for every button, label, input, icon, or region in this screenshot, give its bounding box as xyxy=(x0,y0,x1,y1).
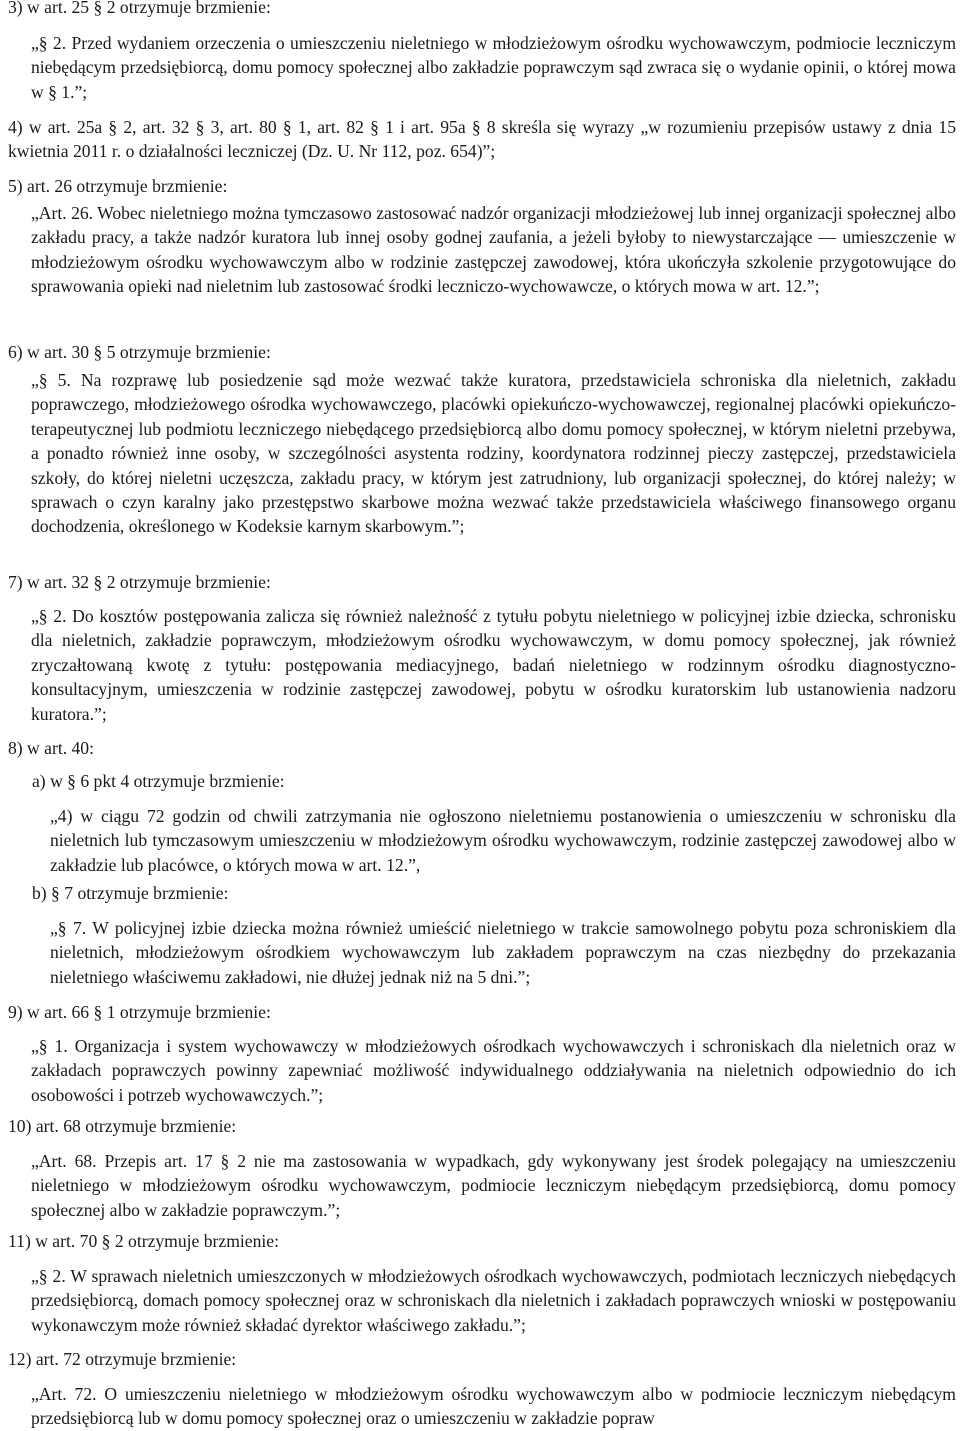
provision-text: w ciągu 72 godzin od chwili zatrzymania nie ogłoszono nieletniemu postanowienia o umieszczeniu w schronisku dla nieletnich lub tymczasowym umieszczeniu w młodzieżowym ośrodku wychowawczym, rodzinie zastępczej zawodowej albo w zakładzie lub placówce, o których mowa w art. 12.”, xyxy=(50,806,956,875)
amendment-point-10: 10) art. 68 otrzymuje brzmienie: xyxy=(8,1116,237,1136)
provision-lead: „§ 2. xyxy=(31,606,67,626)
amendment-point-3: 3) w art. 25 § 2 otrzymuje brzmienie: xyxy=(8,0,271,17)
quoted-provision-art-40-par-6-pt-4 xyxy=(50,804,956,877)
provision-text: W policyjnej izbie dziecka można również umieścić nieletniego w trakcie samowolnego pobytu poza schroniskiem dla nieletnich, młodzieżowym ośrodkiem wychowawczym lub zakładem poprawczym na czas niezbędny do przekazania nieletniego właściwemu zakładowi, nie dłużej jednak niż na 5 dni.”; xyxy=(50,918,956,987)
provision-lead: „4) xyxy=(50,806,73,826)
provision-text: Na rozprawę lub posiedzenie sąd może wezwać także kuratora, przedstawiciela schroniska dla nieletnich, zakładu poprawczego, młodzieżowego ośrodka wychowawczego, placówki opiekuńczo-wychowawczej, regionalnej placówki opiekuńczo-terapeutycznej lub podmiotu leczniczego niebędącego przedsiębiorcą albo domu pomocy społecznej, w którym nieletni przebywa, a ponadto również inne osoby, w szczególności asystenta rodziny, koordynatora rodzinnej pieczy zastępczej, przedstawiciela szkoły, do której nieletni uczęszcza, zakładu pracy, w którym jest zatrudniony, lub organizacji społecznej, do której należy; w sprawach o czyn karalny jako przestępstwo skarbowe można wezwać także przedstawiciela właściwego finansowego organu dochodzenia, określonego w Kodeksie karnym skarbowym.”; xyxy=(31,370,957,537)
amendment-point-8b: b) § 7 otrzymuje brzmienie: xyxy=(32,883,229,903)
quoted-provision-art-26 xyxy=(31,201,956,299)
provision-lead: „Art. 72. xyxy=(31,1384,97,1404)
provision-text: Wobec nieletniego można tymczasowo zastosować nadzór organizacji młodzieżowej lub innej organizacji społecznej albo zakładu pracy, a także nadzór kuratora lub innej osoby godnej zaufania, a jeżeli byłoby to niewystarczające — umieszczenie w młodzieżowym ośrodku wychowawczym albo w rodzinie zastępczej zawodowej, która ukończyła szkolenie przygotowujące do sprawowania opieki nad nieletnim lub zastosować środki leczniczo-wychowawcze, o których mowa w art. 12.”; xyxy=(31,203,956,297)
amendment-point-12: 12) art. 72 otrzymuje brzmienie: xyxy=(8,1349,237,1369)
amendment-point-8a: a) w § 6 pkt 4 otrzymuje brzmienie: xyxy=(32,771,285,791)
quoted-provision-art-30-par-5 xyxy=(31,368,956,539)
provision-text: Przed wydaniem orzeczenia o umieszczeniu nieletniego w młodzieżowym ośrodku wychowawczym, podmiocie leczniczym niebędącym przedsiębiorcą, domu pomocy społecznej albo zakładzie poprawczym sąd zwraca się o wydanie opinii, o której mowa w § 1.”; xyxy=(31,33,957,102)
provision-lead: „§ 5. xyxy=(31,370,71,390)
provision-lead: „Art. 26. xyxy=(31,203,94,223)
quoted-provision-art-72 xyxy=(31,1382,956,1431)
provision-lead: „§ 7. xyxy=(50,918,87,938)
quoted-provision-art-40-par-7 xyxy=(50,916,956,989)
amendment-point-7: 7) w art. 32 § 2 otrzymuje brzmienie: xyxy=(8,572,271,592)
quoted-provision-art-32-par-2 xyxy=(31,604,956,726)
quoted-provision-art-66-par-1 xyxy=(31,1034,956,1107)
provision-text: Przepis art. 17 § 2 nie ma zastosowania w wypadkach, gdy wykonywany jest środek polegający na umieszczeniu nieletniego w młodzieżowym ośrodku wychowawczym, podmiocie leczniczym niebędącym przedsiębiorcą, domu pomocy społecznej albo w zakładzie poprawczym.”; xyxy=(31,1151,956,1220)
provision-text: O umieszczeniu nieletniego w młodzieżowym ośrodku wychowawczym albo w podmiocie leczniczym niebędącym przedsiębiorcą lub w domu pomocy społecznej oraz o umieszczeniu w zakładzie popraw xyxy=(31,1384,956,1429)
provision-text: Do kosztów postępowania zalicza się również należność z tytułu pobytu nieletniego w policyjnej izbie dziecka, schronisku dla nieletnich, zakładzie poprawczym, młodzieżowym ośrodku wychowawczym, w domu pomocy społecznej, jak również zryczałtowaną kwotę z tytułu: postępowania mediacyjnego, badań nieletniego w rodzinnym ośrodku diagnostyczno-konsultacyjnym, umieszczenia w rodzinie zastępczej zawodowej, pobytu w ośrodku kuratorskim lub ustanowienia nadzoru kuratora.”; xyxy=(31,606,956,724)
provision-lead: „§ 2. xyxy=(31,33,67,53)
quoted-provision-art-25-par-2 xyxy=(31,31,956,104)
amendment-point-5: 5) art. 26 otrzymuje brzmienie: xyxy=(8,176,228,196)
provision-lead: „Art. 68. xyxy=(31,1151,97,1171)
provision-lead: „§ 2. xyxy=(31,1266,66,1286)
amendment-point-4: 4) w art. 25a § 2, art. 32 § 3, art. 80 § 1, art. 82 § 1 i art. 95a § 8 skreśla się wyrazy „w rozumieniu przepisów ustawy z dnia 15 kwietnia 2011 r. o działalności leczniczej (Dz. U. Nr 112, poz. 654)”; xyxy=(8,117,956,162)
provision-lead: „§ 1. xyxy=(31,1036,68,1056)
quoted-provision-art-68 xyxy=(31,1149,956,1222)
provision-text: W sprawach nieletnich umieszczonych w młodzieżowych ośrodkach wychowawczych, podmiotach leczniczych niebędących przedsiębiorcą, domach pomocy społecznej oraz w schroniskach dla nieletnich i zakładach poprawczych wnioski w postępowaniu wykonawczym może również składać dyrektor właściwego zakładu.”; xyxy=(31,1266,956,1335)
amendment-point-8: 8) w art. 40: xyxy=(8,738,94,758)
amendment-point-11: 11) w art. 70 § 2 otrzymuje brzmienie: xyxy=(8,1231,279,1251)
provision-text: Organizacja i system wychowawczy w młodzieżowych ośrodkach wychowawczych i schroniskach dla nieletnich oraz w zakładach poprawczych powinny zapewniać możliwość indywidualnego oddziaływania na nieletnich odpowiednio do ich osobowości i potrzeb wychowawczych.”; xyxy=(31,1036,957,1105)
amendment-point-6: 6) w art. 30 § 5 otrzymuje brzmienie: xyxy=(8,342,271,362)
amendment-point-9: 9) w art. 66 § 1 otrzymuje brzmienie: xyxy=(8,1002,271,1022)
quoted-provision-art-70-par-2 xyxy=(31,1264,956,1337)
